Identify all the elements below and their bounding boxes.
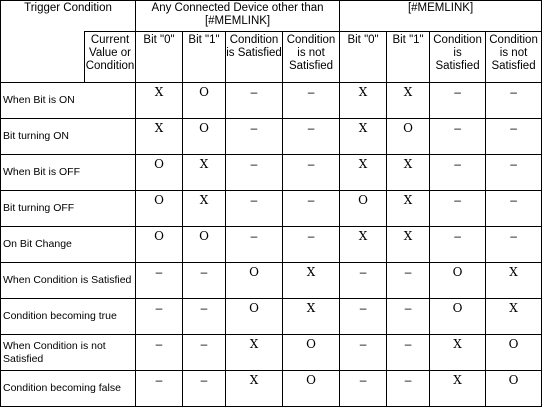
table-cell: –	[387, 371, 430, 407]
table-row	[1, 371, 542, 407]
table-cell: O	[183, 83, 226, 119]
table-cell: X	[226, 335, 283, 371]
table-cell: O	[136, 191, 183, 227]
table-cell: X	[430, 335, 486, 371]
table-cell: –	[430, 83, 486, 119]
table-cell: O	[283, 371, 340, 407]
table-cell: X	[387, 83, 430, 119]
row-label: Bit turning OFF	[1, 191, 136, 227]
column-header: Condition is not Satisfied	[486, 32, 542, 83]
header-row-groups	[1, 1, 542, 32]
table-cell: –	[486, 227, 542, 263]
column-header: Condition is Satisfied	[430, 32, 486, 83]
table-cell: X	[183, 155, 226, 191]
row-label: When Condition is not Satisfied	[1, 335, 136, 371]
table-row	[1, 263, 542, 299]
table-cell: –	[226, 227, 283, 263]
table-cell: –	[430, 119, 486, 155]
table-cell: X	[340, 119, 387, 155]
column-header: Bit "1"	[183, 32, 226, 83]
table-cell: X	[283, 299, 340, 335]
table-cell: X	[226, 371, 283, 407]
table-cell: X	[340, 155, 387, 191]
table-cell: –	[136, 263, 183, 299]
table-cell: –	[226, 191, 283, 227]
table-cell: –	[283, 155, 340, 191]
table-cell: –	[226, 83, 283, 119]
table-row	[1, 155, 542, 191]
table-cell: –	[486, 83, 542, 119]
table-cell: –	[340, 371, 387, 407]
column-header: Bit "0"	[136, 32, 183, 83]
table-cell: –	[283, 227, 340, 263]
table-row	[1, 335, 542, 371]
table-cell: X	[387, 227, 430, 263]
table-cell: –	[183, 335, 226, 371]
table-cell: –	[283, 191, 340, 227]
table-row	[1, 191, 542, 227]
table-cell: O	[226, 263, 283, 299]
table-cell: –	[387, 263, 430, 299]
table-cell: O	[183, 119, 226, 155]
row-label: Condition becoming true	[1, 299, 136, 335]
header-row-columns	[1, 32, 542, 83]
table-cell: –	[283, 83, 340, 119]
table-cell: O	[430, 299, 486, 335]
table-cell: O	[283, 335, 340, 371]
table-cell: –	[183, 299, 226, 335]
table-cell: O	[136, 155, 183, 191]
table-cell: –	[136, 371, 183, 407]
table-cell: –	[136, 335, 183, 371]
table-cell: –	[183, 263, 226, 299]
table-cell: X	[136, 83, 183, 119]
row-label: When Bit is OFF	[1, 155, 136, 191]
table-cell: –	[226, 119, 283, 155]
column-header: Condition is Satisfied	[226, 32, 283, 83]
table-cell: –	[340, 335, 387, 371]
header-corner-blank	[1, 32, 85, 83]
table-cell: O	[430, 263, 486, 299]
table-cell: –	[430, 155, 486, 191]
table-cell: –	[340, 263, 387, 299]
column-header: Bit "1"	[387, 32, 430, 83]
table-cell: –	[387, 299, 430, 335]
table-cell: X	[283, 263, 340, 299]
table-cell: –	[226, 155, 283, 191]
row-label: On Bit Change	[1, 227, 136, 263]
table-cell: O	[183, 227, 226, 263]
row-label: When Bit is ON	[1, 83, 136, 119]
table-cell: O	[226, 299, 283, 335]
table-cell: O	[340, 191, 387, 227]
table-row	[1, 299, 542, 335]
column-header: Bit "0"	[340, 32, 387, 83]
table-cell: –	[387, 335, 430, 371]
table-cell: X	[340, 83, 387, 119]
table-cell: X	[486, 299, 542, 335]
table-cell: O	[387, 119, 430, 155]
table-cell: –	[183, 371, 226, 407]
table-cell: X	[486, 263, 542, 299]
table-cell: X	[430, 371, 486, 407]
row-label: When Condition is Satisfied	[1, 263, 136, 299]
table-cell: –	[430, 191, 486, 227]
table-cell: X	[136, 119, 183, 155]
table-cell: –	[430, 227, 486, 263]
table-cell: X	[340, 227, 387, 263]
group-header-other-devices: Any Connected Device other than [#MEMLINK]	[136, 1, 340, 32]
current-value-header: Current Value or Condition	[85, 32, 136, 83]
table-row	[1, 83, 542, 119]
table-body	[1, 83, 542, 407]
table-cell: X	[387, 155, 430, 191]
row-label: Bit turning ON	[1, 119, 136, 155]
table-cell: O	[486, 371, 542, 407]
row-label: Condition becoming false	[1, 371, 136, 407]
table-cell: O	[486, 335, 542, 371]
trigger-condition-header: Trigger Condition	[1, 1, 136, 32]
column-header: Condition is not Satisfied	[283, 32, 340, 83]
table-row	[1, 119, 542, 155]
table-cell: –	[136, 299, 183, 335]
table-cell: O	[136, 227, 183, 263]
table-row	[1, 227, 542, 263]
table-cell: –	[486, 119, 542, 155]
table-cell: –	[486, 191, 542, 227]
table-cell: –	[486, 155, 542, 191]
table-cell: X	[183, 191, 226, 227]
table-cell: X	[387, 191, 430, 227]
table-cell: –	[283, 119, 340, 155]
table-cell: –	[340, 299, 387, 335]
group-header-memlink: [#MEMLINK]	[340, 1, 542, 32]
